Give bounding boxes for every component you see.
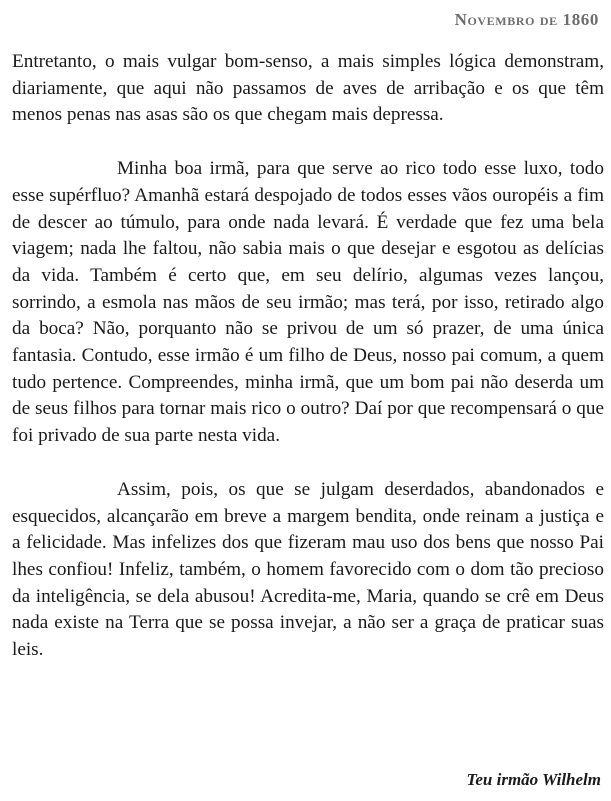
running-header: Novembro de 1860 (454, 10, 599, 29)
paragraph-3: Assim, pois, os que se julgam deserdados, abandonados e esquecidos, alcançarão em breve a margem bendita, onde reinam a justiça e a felicidade. Mas infelizes dos que fizeram mau uso dos bens que nosso Pai lhes confiou! Infeliz, também, o homem favorecido com o dom tão precioso da inteligência, se dela abusou! Acredita-me, Maria, quando se crê em Deus nada existe na Terra que se possa invejar, a não ser a graça de praticar suas leis. (12, 478, 604, 661)
signature: Teu irmão Wilhelm (466, 770, 601, 789)
paragraph-1: Entretanto, o mais vulgar bom-senso, a mais simples lógica demonstram, diariamente, que aqui não passamos de aves de arribação e os que têm menos penas nas asas são os que chegam mais depressa. (12, 51, 604, 126)
paragraph-2: Minha boa irmã, para que serve ao rico todo esse luxo, todo esse supérfluo? Amanhã estará despojado de todos esses vãos ouropéis a fim de descer ao túmulo, para onde nada levará. É verdade que fez uma bela viagem; nada lhe faltou, não sabia mais o que desejar e esgotou as delícias da vida. Também é certo que, em seu delírio, algumas vezes lançou, sorrindo, a esmola nas mãos de seu irmão; mas terá, por isso, retirado algo da boca? Não, porquanto não se privou de um só prazer, de uma única fantasia. Contudo, esse irmão é um filho de Deus, nosso pai comum, a quem tudo pertence. Compreendes, minha irmã, que um bom pai não deserda um de seus filhos para tornar mais rico o outro? Daí por que recompensará o que foi privado de sua parte nesta vida. (12, 158, 604, 447)
body-text (12, 49, 604, 664)
